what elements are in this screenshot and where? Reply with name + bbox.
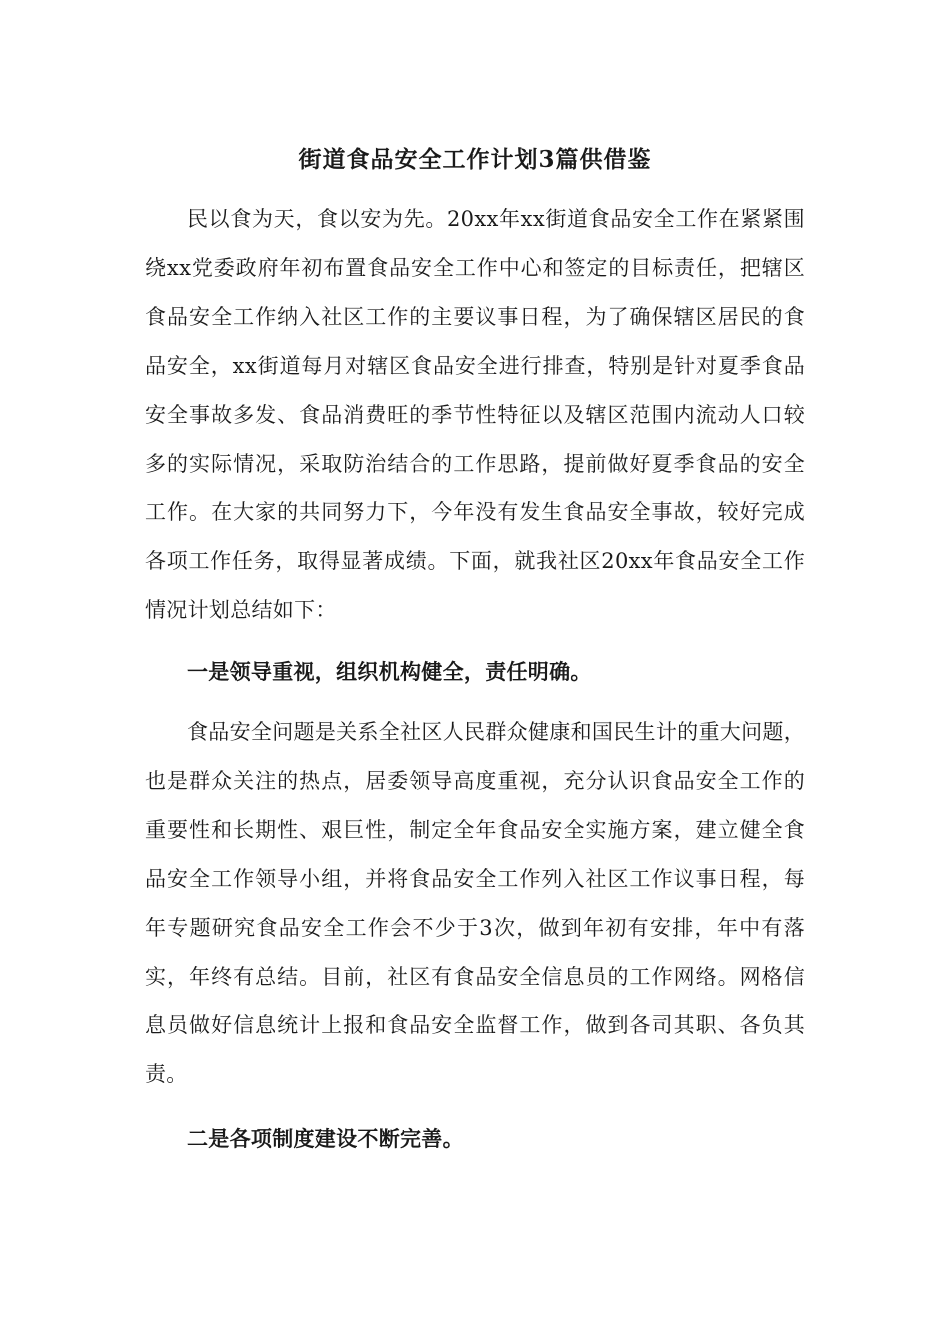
body-paragraph-section-1: 食品安全问题是关系全社区人民群众健康和国民生计的重大问题，也是群众关注的热点，居委领导高度重视，充分认识食品安全工作的重要性和长期性、艰巨性，制定全年食品安全实施方案，建立健全食品安全工作领导小组，并将食品安全工作列入社区工作议事日程，每年专题研究食品安全工作会不少于3次，做到年初有安排，年中有落实，年终有总结。目前，社区有食品安全信息员的工作网络。网格信息员做好信息统计上报和食品安全监督工作，做到各司其职、各负其责。 [145,720,805,1087]
section-heading-1: 一是领导重视，组织机构健全，责任明确。 [187,659,592,684]
body-paragraph-intro: 民以食为天，食以安为先。20xx年xx街道食品安全工作在紧紧围绕xx党委政府年初布置食品安全工作中心和签定的目标责任，把辖区食品安全工作纳入社区工作的主要议事日程，为了确保辖区居民的食品安全，xx街道每月对辖区食品安全进行排查，特别是针对夏季食品安全事故多发、食品消费旺的季节性特征以及辖区范围内流动人口较多的实际情况，采取防治结合的工作思路，提前做好夏季食品的安全工作。在大家的共同努力下，今年没有发生食品安全事故，较好完成各项工作任务，取得显著成绩。下面，就我社区20xx年食品安全工作情况计划总结如下： [145,207,805,623]
section-heading-2: 二是各项制度建设不断完善。 [187,1126,464,1151]
document-title: 街道食品安全工作计划3篇供借鉴 [298,146,652,173]
